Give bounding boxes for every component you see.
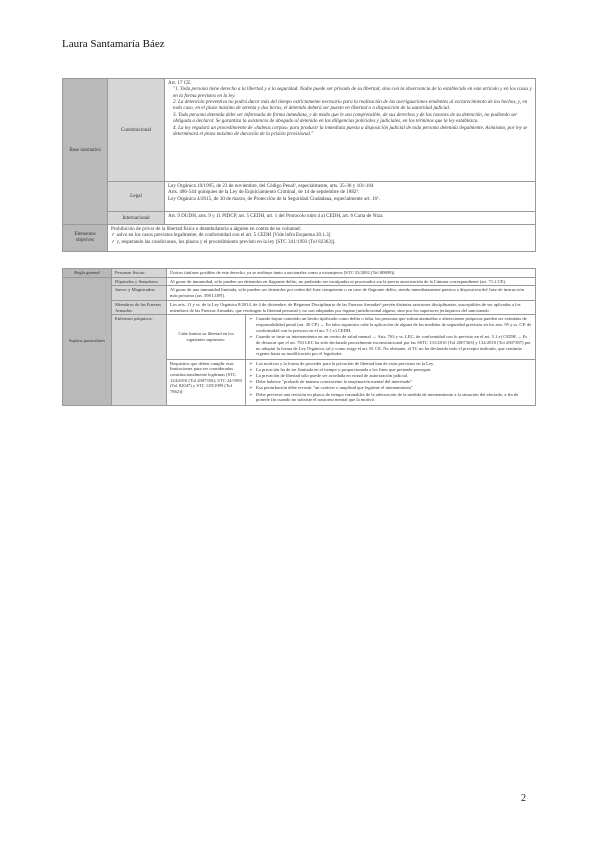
personas-fisicas-label: Personas físicas: [112, 269, 167, 278]
jueces-text: Al gozar de una inmunidad limitada, sólo pueden ser detenidos por orden del Juez competente o en caso de flagrante delito, siendo inmediatamente puestos a disposición del Juez de instrucción más próximo (art. 398 LOPJ). [167, 286, 536, 300]
arrow-bullet-icon: ➢ [249, 316, 253, 322]
list-item: ➢ La privación ha de ser limitada en el tiempo y proporcionada a los fines que pretende perseguir. [249, 366, 432, 372]
art-17-para-1: "1. Toda persona tiene derecho a la libertad y a la seguridad. Nadie puede ser privado de su libertad, sino con la observancia de lo establecido en este artículo y en los casos y en la forma previstos en la ley. [173, 86, 532, 99]
arrow-bullet-icon: ➢ [249, 366, 253, 372]
constitucional-text [165, 79, 536, 182]
page-number: 2 [521, 793, 526, 804]
internacional-text: Art. 9 DUDH, arts. 9 y 11 PIDCP, art. 5 CEDH, art. 1 del Protocolo núm 4 al CEDH, art. 6 Carta de Niza. [165, 212, 536, 225]
diputados-text: Al gozar de inmunidad, sólo pueden ser detenidos en flagrante delito, no pudiendo ser inculpados ni procesados sin la previa autorización de la Cámara correspondiente (art. 71.2 CE). [167, 277, 536, 286]
list-item: ➢ Debe preverse una revisión en plazos de tiempo razonables de la adecuación de la medida de internamiento a la situación del afectado, a fin de ponerle fin cuando no subsiste el trastorno mental que la motivó. [249, 391, 519, 403]
personas-fisicas-text: Únicos titulares posibles de este derecho, ya se atribuye tanto a nacionales como a extranjeros [STC 53/2002 (Tol 80809)]. [167, 269, 536, 278]
requisitos-label: Requisitos que deben cumplir esas limitaciones para ser consideradas constitucionalmente legítimas [STC 124/2010 (Tol 2007350); STC 24/1993 (Tol 82047) y STC 129/1999 (Tol 7862)]: [167, 359, 246, 405]
fuerzas-armadas-text: Los arts. 11 y ss. de la Ley Orgánica 8/2014, de 4 de diciembre, de Régimen Disciplinario de las Fuerzas Armadas¹ prevén distintas sanciones disciplinarias, susceptibles de ser aplicadas a los miembros de las Fuerzas Armadas, que restringen la libertad personal y no son adoptadas por órgano jurisdiccional alguno, sino por los superiores jerárquicos del sancionado. [167, 300, 536, 314]
legal-line-3: Ley Orgánica 4/2015, de 30 de marzo, de Protección de la Seguridad Ciudadana, especialmente art. 16¹. [168, 195, 380, 202]
base-normativa-table [62, 78, 536, 252]
list-item: ➢ Cuando se inste su internamiento en un centro de salud mental → Arts. 763 y ss. LEC, de conformidad con lo previsto en el art. 5.1.e) CEDH → Es de destacar que el art. 763 LEC ha sido declarado parcialmente inconstitucional por las SSTC 131/2010 (Tol 2007363) y 132/2010 (Tol 2007387) por no adoptar la forma de Ley Orgánica, tal y como exige el art. 81 CE. No obstante, el TC no ha declarado nulo el precepto indicado, que continúa vigente hasta su modificación por el legislador. [249, 334, 531, 357]
elementos-item-1: ✓ salvo en los casos previstos legalmente, de conformidad con el art. 5 CEDH [Vide infra Esquema 20.1.3] [111, 232, 331, 239]
legal-line-1: Ley Orgánica 10/1995, de 23 de noviembre, del Código Penal¹, especialmente, arts. 35-38 y 101-104 [168, 183, 374, 189]
diputados-label: Diputados y Senadores: [112, 277, 167, 286]
enfermos-psiquicos-label: Enfermos psíquicos: [112, 315, 167, 405]
list-item: ➢ Debe haberse "probado de manera convincente la enajenación mental del interesado" [249, 379, 413, 385]
constitucional-label: Constitucional [108, 79, 165, 182]
list-item: ➢ Los motivos y la forma de proceder para la privación de libertad han de estar previstos en la Ley. [249, 360, 435, 366]
list-item: ➢ La privación de libertad sólo puede ser acordada en virtud de autorización judicial. [249, 373, 409, 379]
arrow-bullet-icon: ➢ [249, 385, 253, 391]
jueces-label: Jueces y Magistrados: [112, 286, 167, 300]
legal-label: Legal [108, 182, 165, 212]
regla-general-label: Regla general [63, 269, 112, 278]
legal-line-2: Arts. 486-544 quinquies de la Ley de Enjuiciamiento Criminal, de 14 de septiembre de 1882¹. [168, 189, 360, 196]
requisitos-list [246, 359, 536, 405]
elementos-intro: Prohibición de privar de la libertad física o deambulatoria a alguien en contra de su voluntad: [111, 226, 301, 232]
sujetos-particulares-label: Sujetos particulares [63, 277, 112, 405]
list-item: ➢ Esa perturbación debe revestir "un carácter o amplitud que legitime el internamiento" [249, 385, 413, 391]
internacional-label: Internacional [108, 212, 165, 225]
check-icon: ✓ [111, 238, 116, 245]
arrow-bullet-icon: ➢ [249, 373, 253, 379]
elementos-item-2: ✓ y, respetando las condiciones, los plazos y el procedimiento previsto en la ley [STC 341/1993 (Tol 82362)]. [111, 238, 336, 245]
art-17-title: Art. 17 CE: [168, 80, 192, 86]
sujetos-table [62, 268, 536, 406]
fuerzas-armadas-label: Miembros de las Fuerzas Armadas: [112, 300, 167, 314]
elementos-objetivos-text [108, 225, 536, 252]
arrow-bullet-icon: ➢ [249, 391, 253, 397]
page-header-author: Laura Santamaría Báez [62, 38, 165, 50]
arrow-bullet-icon: ➢ [249, 360, 253, 366]
elementos-objetivos-label: Elementos objetivos [63, 225, 108, 252]
arrow-bullet-icon: ➢ [249, 334, 253, 340]
check-icon: ✓ [111, 232, 116, 239]
art-17-para-4: 4. La ley regulará un procedimiento de «habeas corpus» para producir la inmediata puesta a disposición judicial de toda persona detenida ilegalmente. Asimismo, por ley se determinará el plazo máximo de duración de la prisión provisional." [173, 124, 528, 137]
limitar-libertad-label: Cabe limitar su libertad en los siguientes supuestos: [167, 315, 246, 359]
art-17-para-2: 2. La detención preventiva no podrá durar más del tiempo estrictamente necesario para la realización de las averiguaciones tendentes al esclarecimiento de los hechos, y, en todo caso, en el plazo máximo de setenta y dos horas, el detenido deberá ser puesto en libertad o a disposición de la autoridad judicial. [173, 99, 528, 112]
limitar-libertad-list [246, 315, 536, 359]
legal-text [165, 182, 536, 212]
art-17-para-3: 3. Toda persona detenida debe ser informada de forma inmediata, y de modo que le sea comprensible, de sus derechos y de las razones de su detención, no pudiendo ser obligada a declarar. Se garantiza la asistencia de abogado al detenido en las diligencias policiales y judiciales, en los términos que la ley establezca. [173, 111, 518, 125]
list-item: ➢ Cuando hayan cometido un hecho tipificado como delito o falta, las personas que sufran anomalías o alteraciones psíquicas pueden ser eximidas de responsabilidad penal (art. 20 CP) → En tales supuestos cabe la aplicación de alguna de las medidas de seguridad previstas en los arts. 95 y ss. CP, de conformidad con lo previsto en el art. 5.1.e) CEDH. [249, 316, 532, 333]
base-normativa-label: Base normativa [63, 79, 108, 225]
arrow-bullet-icon: ➢ [249, 379, 253, 385]
